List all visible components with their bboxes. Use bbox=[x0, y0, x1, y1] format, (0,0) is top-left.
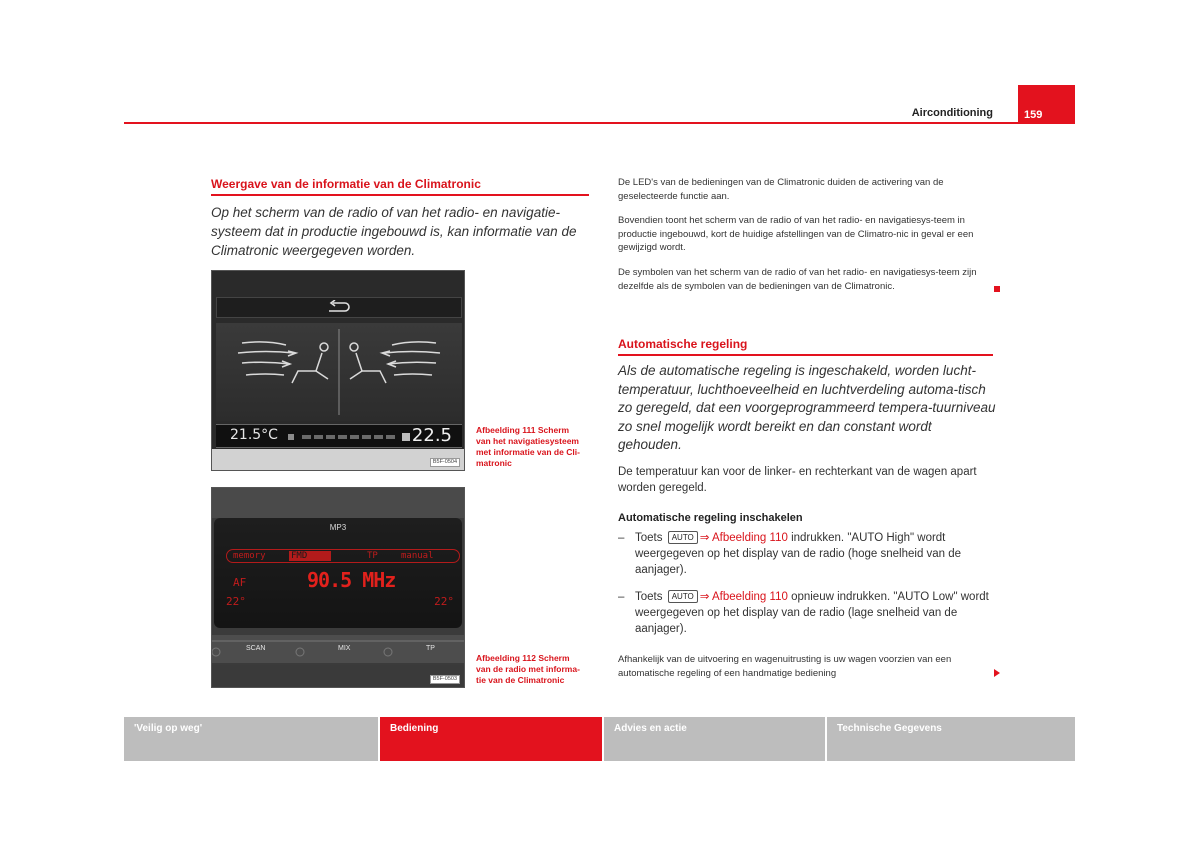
recirculation-display bbox=[216, 297, 462, 318]
figure-footer bbox=[212, 449, 464, 470]
footer-tab-technische-gegevens[interactable]: Technische Gegevens bbox=[827, 717, 1075, 761]
temp-right: 22° bbox=[434, 595, 454, 608]
caption-figure-111 bbox=[476, 425, 591, 469]
figure-code: B5F-0504 bbox=[430, 458, 460, 467]
chapter-title: Airconditioning bbox=[911, 107, 993, 119]
step-dash: – bbox=[618, 591, 625, 603]
step-text: indrukken. "AUTO High" wordt weergegeven op het display van de radio (hoge snelheid van de aanjager). bbox=[635, 532, 962, 576]
footer-tab-advies-en-actie[interactable]: Advies en actie bbox=[604, 717, 825, 761]
paragraph-variants: Afhankelijk van de uitvoering en wagenuitrusting is uw wagen voorzien van een automatische regeling of een handmatige bediening bbox=[618, 654, 952, 679]
temperature-bar bbox=[216, 424, 462, 448]
page-number: 159 bbox=[1024, 109, 1043, 121]
step-auto-low bbox=[618, 589, 993, 637]
caption-line: Afbeelding 111 Scherm bbox=[476, 425, 570, 435]
softkey-scan: SCAN bbox=[246, 645, 266, 652]
softkey-mix: MIX bbox=[338, 645, 351, 652]
temp-right: 22.5 bbox=[411, 425, 452, 446]
paragraph-led: De LED's van de bedieningen van de Climatronic duiden de activering van de geselecteerde functie aan. bbox=[618, 177, 944, 202]
temp-left: 21.5°C bbox=[230, 427, 278, 443]
figure-footer bbox=[212, 665, 464, 687]
radio-menu-row bbox=[226, 549, 460, 563]
air-distribution-icon bbox=[216, 323, 462, 421]
subheading-enable-auto: Automatische regeling inschakelen bbox=[618, 512, 803, 524]
caption-line: tie van de Climatronic bbox=[476, 675, 565, 685]
figure-111-navigation-screen bbox=[211, 270, 465, 471]
caption-figure-112 bbox=[476, 653, 591, 686]
frequency-readout: 90.5 MHz bbox=[307, 568, 396, 592]
step-dash: – bbox=[618, 532, 625, 544]
figure-112-radio-screen bbox=[211, 487, 465, 688]
menu-tp: TP bbox=[367, 551, 378, 561]
temp-left: 22° bbox=[226, 595, 246, 608]
menu-manual: manual bbox=[401, 551, 434, 561]
step-text: Toets bbox=[635, 591, 663, 603]
radio-lcd bbox=[214, 518, 462, 628]
softkey-tp: TP bbox=[426, 645, 435, 652]
paragraph-display: Bovendien toont het scherm van de radio of van het radio- en navigatiesys-teem in productie ingebouwd, kort de huidige afstellingen van de Climatro-nic in geval er een gewijzigd wordt. bbox=[618, 215, 974, 253]
figure-link[interactable]: ⇒ Afbeelding 110 bbox=[699, 591, 788, 603]
intro-text: Op het scherm van de radio of van het radio- en navigatie-systeem dat in productie ingebouwd is, kan informatie van de Climatronic weergegeven worden. bbox=[211, 205, 577, 258]
end-of-section-marker bbox=[994, 286, 1000, 292]
continue-arrow-icon bbox=[994, 669, 1000, 677]
caption-line: van de radio met informa- bbox=[476, 664, 580, 674]
paragraph-symbols: De symbolen van het scherm van de radio of van het radio- en navigatiesys-teem zijn dezelfde als de symbolen van de bedieningen van de Climatronic. bbox=[618, 267, 977, 292]
auto-intro-text: Als de automatische regeling is ingeschakeld, worden lucht-temperatuur, luchthoeveelheid en luchtverdeling automa-tisch zo geregeld, dat een voorgeprogrammeerd tempera-tuurniveau zo snel mogelijk wordt bereikt en dan constant wordt gehouden. bbox=[618, 363, 996, 452]
figure-link[interactable]: ⇒ Afbeelding 110 bbox=[699, 532, 788, 544]
paragraph-temperature: De temperatuur kan voor de linker- en rechterkant van de wagen apart worden geregeld. bbox=[618, 466, 977, 494]
step-text: opnieuw indrukken. "AUTO Low" wordt weergegeven op het display van de radio (lage snelheid van de aanjager). bbox=[635, 591, 989, 635]
caption-line: van het navigatiesysteem bbox=[476, 436, 579, 446]
page-number-box bbox=[1018, 85, 1075, 124]
radio-top-panel bbox=[212, 488, 464, 518]
auto-key-icon: AUTO bbox=[668, 590, 698, 603]
caption-line: matronic bbox=[476, 458, 512, 468]
section-heading-auto: Automatische regeling bbox=[618, 337, 993, 356]
af-indicator: AF bbox=[233, 576, 247, 589]
figure-code: B5F-0503 bbox=[430, 675, 460, 684]
caption-line: Afbeelding 112 Scherm bbox=[476, 653, 570, 663]
mode-label: MP3 bbox=[329, 523, 347, 532]
recirculation-icon bbox=[323, 300, 353, 316]
step-text: Toets bbox=[635, 532, 663, 544]
menu-memory: memory bbox=[233, 551, 266, 561]
air-distribution-display bbox=[216, 323, 462, 421]
caption-line: met informatie van de Cli- bbox=[476, 447, 580, 457]
footer-tab-veilig-op-weg[interactable]: 'Veilig op weg' bbox=[124, 717, 378, 761]
menu-fm: FMD bbox=[289, 551, 331, 561]
step-auto-high bbox=[618, 530, 993, 578]
radio-softkeys bbox=[212, 635, 464, 663]
footer-tab-bediening[interactable]: Bediening bbox=[380, 717, 602, 761]
section-heading-display: Weergave van de informatie van de Climatronic bbox=[211, 177, 589, 196]
auto-key-icon: AUTO bbox=[668, 531, 698, 544]
header-rule bbox=[124, 122, 1075, 124]
